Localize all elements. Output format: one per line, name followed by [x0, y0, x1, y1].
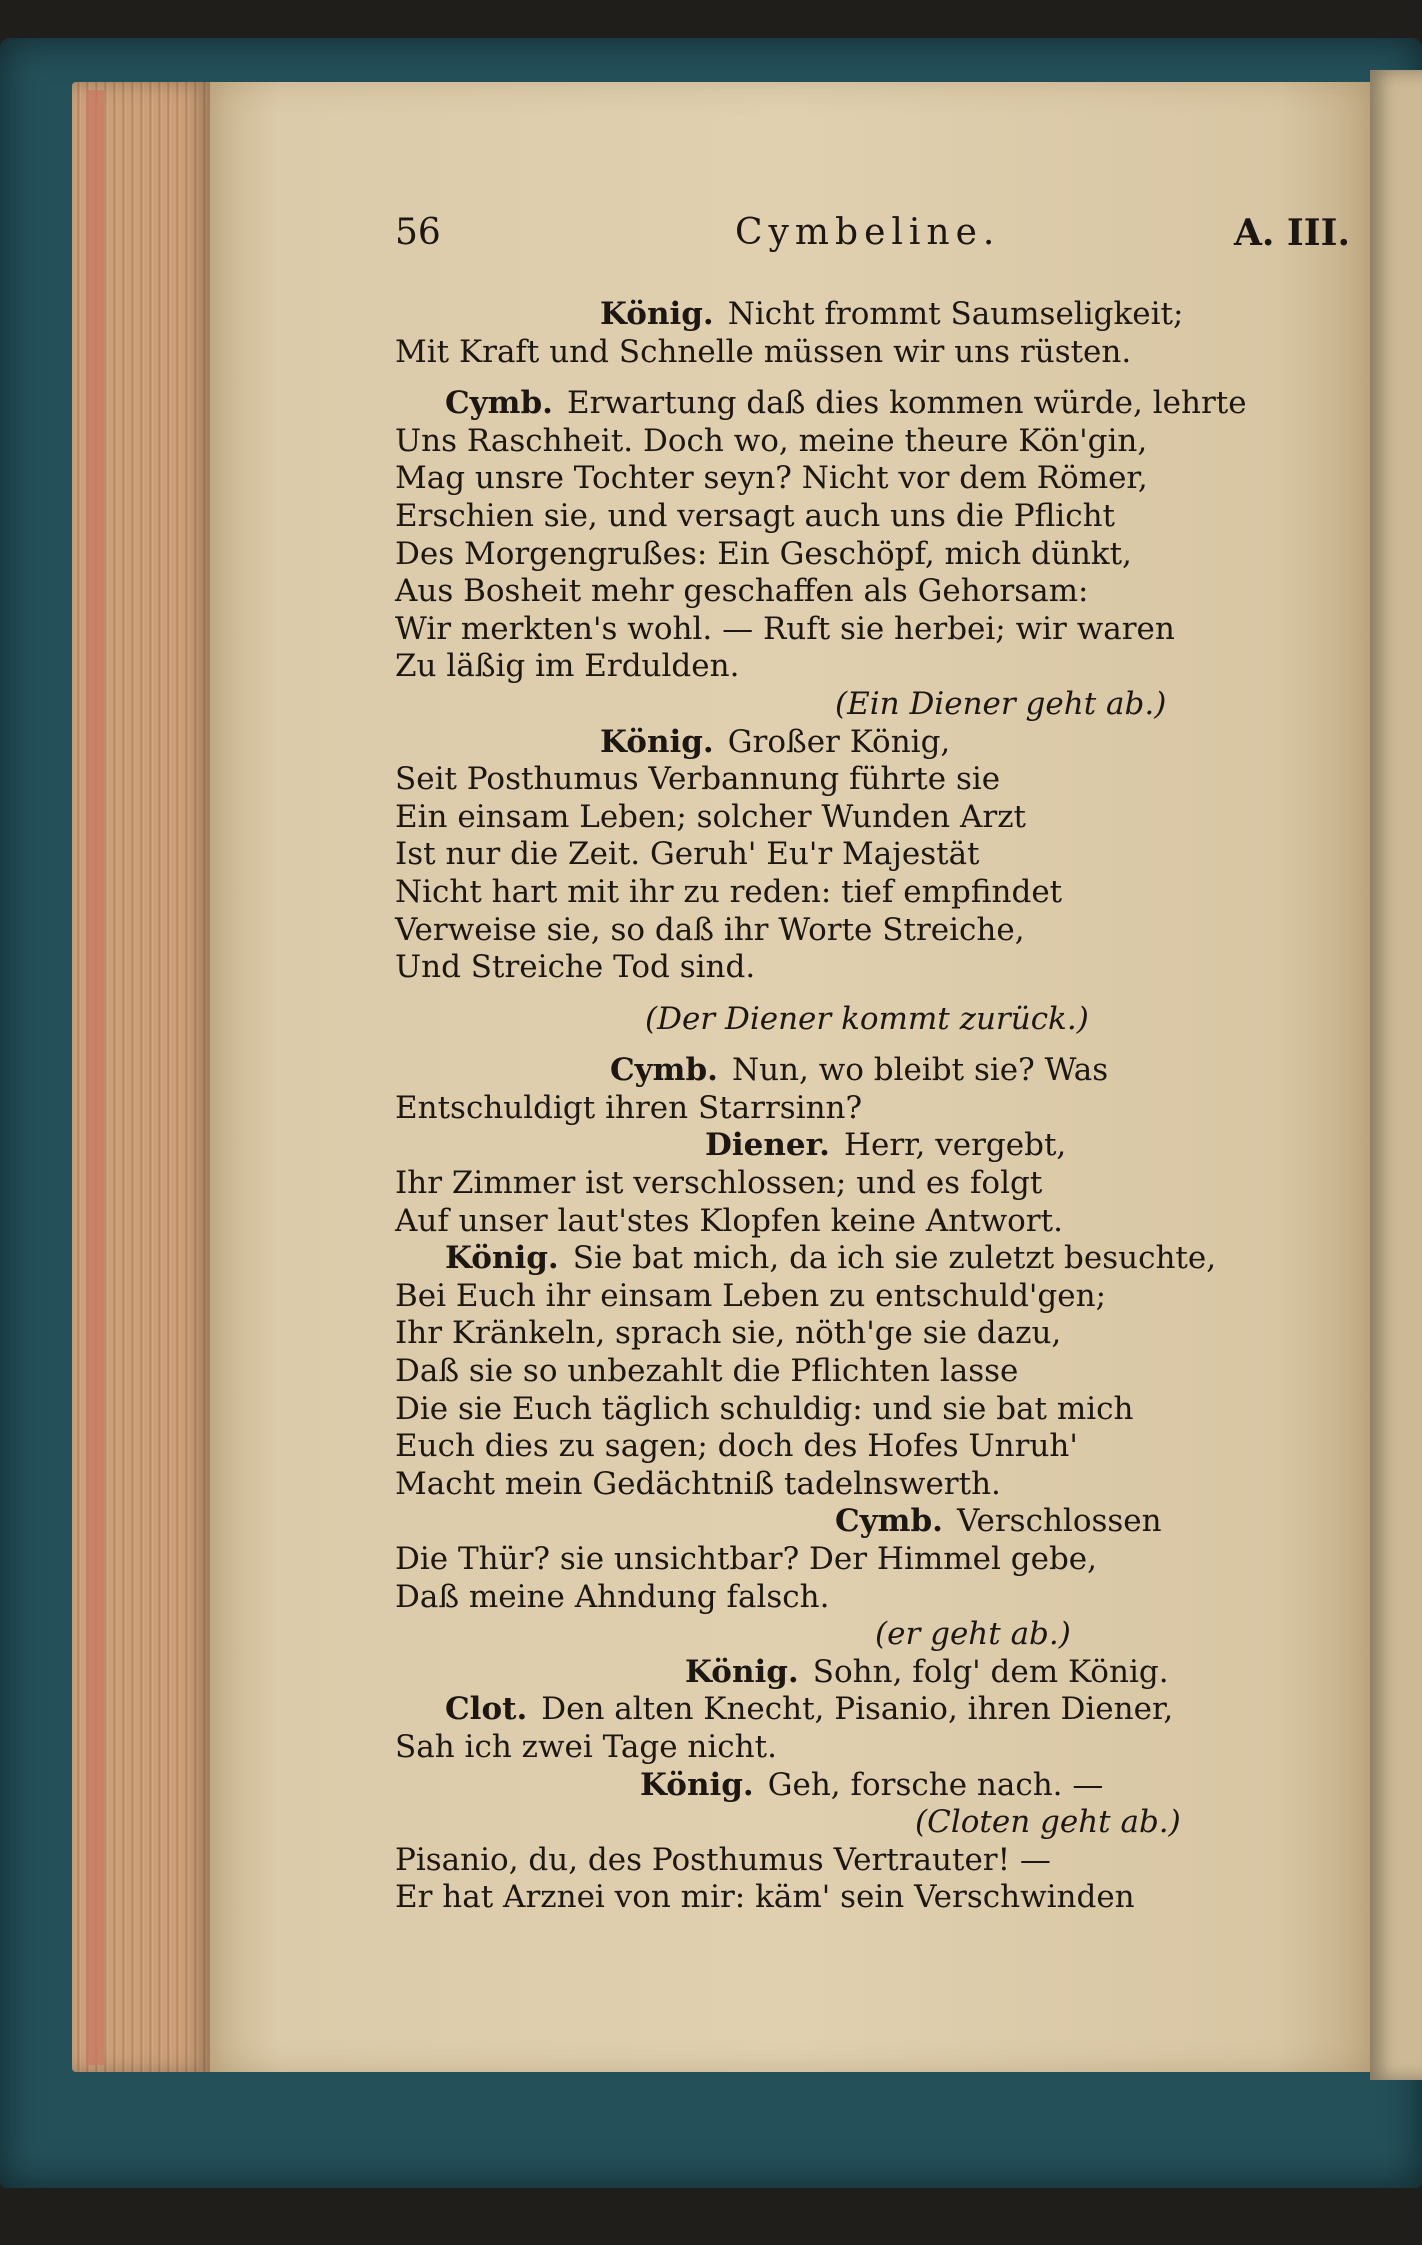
verse-line	[395, 1353, 1295, 1391]
speaker-name: König.	[600, 296, 714, 332]
verse-line	[395, 460, 1295, 498]
line-text: Die sie Euch täglich schuldig: und sie bat mich	[395, 1390, 1134, 1427]
verse-line	[395, 423, 1295, 461]
stage-direction	[395, 686, 1295, 724]
verse-line	[395, 1579, 1295, 1617]
line-text: Sie bat mich, da ich sie zuletzt besuchte,	[572, 1240, 1217, 1277]
verse-line	[395, 1278, 1295, 1316]
verse-line	[395, 1503, 1295, 1541]
verse-line	[395, 724, 1295, 762]
verse-line	[395, 1203, 1295, 1241]
line-text: Die Thür? sie unsichtbar? Der Himmel gebe,	[395, 1541, 1098, 1577]
speaker-name: König.	[600, 723, 714, 760]
line-text: Auf unser laut'stes Klopfen keine Antwort.	[395, 1202, 1063, 1239]
stage-direction	[395, 1001, 1295, 1039]
verse-line	[395, 1767, 1295, 1805]
page-header	[395, 212, 1350, 268]
line-text: Verschlossen	[956, 1503, 1162, 1540]
line-text: Pisanio, du, des Posthumus Vertrauter! —	[395, 1841, 1051, 1878]
verse-line	[395, 296, 1295, 334]
speaker-name: Cymb.	[445, 385, 553, 422]
line-text: Geh, forsche nach. —	[767, 1766, 1104, 1803]
line-text: Aus Bosheit mehr geschaffen als Gehorsam:	[395, 573, 1089, 610]
line-text: Zu läßig im Erdulden.	[395, 648, 740, 685]
line-text: Herr, vergebt,	[843, 1127, 1067, 1164]
speaker-name: König.	[685, 1653, 799, 1690]
line-text: Ein einsam Leben; solcher Wunden Arzt	[395, 798, 1026, 835]
verse-line	[395, 1428, 1295, 1466]
speaker-name: Diener.	[705, 1127, 830, 1164]
verse-line	[395, 761, 1295, 799]
verse-line	[395, 1090, 1295, 1128]
red-page-edge	[86, 90, 104, 2065]
line-text: (Der Diener kommt zurück.)	[645, 1000, 1089, 1037]
verse-line	[395, 1466, 1295, 1504]
line-text: Den alten Knecht, Pisanio, ihren Diener,	[541, 1691, 1174, 1728]
verse-line	[395, 1654, 1295, 1692]
verse-line	[395, 912, 1295, 950]
line-text: Bei Euch ihr einsam Leben zu entschuld'gen;	[395, 1277, 1107, 1314]
text-lines	[395, 296, 1295, 1917]
speaker-name: Cymb.	[835, 1503, 943, 1540]
line-text: Er hat Arznei von mir: käm' sein Verschwinden	[395, 1879, 1135, 1916]
verse-line	[395, 1391, 1295, 1429]
verse-line	[395, 874, 1295, 912]
verse-line	[395, 1729, 1295, 1767]
verse-line	[395, 1052, 1295, 1090]
page-number: 56	[395, 212, 441, 253]
line-text: Daß sie so unbezahlt die Pflichten lasse	[395, 1353, 1019, 1390]
verse-line	[395, 498, 1295, 536]
line-text: Nicht hart mit ihr zu reden: tief empfindet	[395, 873, 1063, 910]
line-text: Macht mein Gedächtniß tadelnswerth.	[395, 1465, 1001, 1502]
speaker-name: König.	[445, 1240, 559, 1277]
line-text: Sohn, folg' dem König.	[812, 1653, 1169, 1690]
verse-line	[395, 385, 1295, 423]
line-text: Verweise sie, so daß ihr Worte Streiche,	[395, 911, 1025, 948]
next-page-edge	[1370, 70, 1422, 2080]
line-text: Nun, wo bleibt sie? Was	[731, 1052, 1109, 1089]
verse-line	[395, 648, 1295, 686]
speaker-name: Clot.	[445, 1691, 528, 1728]
line-text: Daß meine Ahndung falsch.	[395, 1578, 830, 1615]
line-text: Seit Posthumus Verbannung führte sie	[395, 761, 1001, 798]
line-text: Großer König,	[727, 723, 951, 760]
verse-line	[395, 334, 1295, 372]
line-text: (Ein Diener geht ab.)	[835, 685, 1167, 722]
verse-line	[395, 1165, 1295, 1203]
verse-line	[395, 836, 1295, 874]
verse-line	[395, 1315, 1295, 1353]
verse-line	[395, 949, 1295, 987]
line-text: Uns Raschheit. Doch wo, meine theure Kön'gin,	[395, 422, 1148, 459]
line-text: Mag unsre Tochter seyn? Nicht vor dem Römer,	[395, 460, 1148, 497]
speaker-name: Cymb.	[610, 1052, 718, 1089]
line-text: Wir merkten's wohl. — Ruft sie herbei; wir waren	[395, 610, 1175, 647]
verse-line	[395, 1879, 1295, 1917]
line-text: Ist nur die Zeit. Geruh' Eu'r Majestät	[395, 836, 980, 873]
page-text	[395, 212, 1350, 1917]
line-text: Entschuldigt ihren Starrsinn?	[395, 1089, 863, 1126]
verse-line	[395, 611, 1295, 649]
line-text: Ihr Zimmer ist verschlossen; und es folgt	[395, 1165, 1043, 1202]
verse-line	[395, 536, 1295, 574]
line-text: Mit Kraft und Schnelle müssen wir uns rüsten.	[395, 333, 1132, 370]
verse-line	[395, 799, 1295, 837]
speaker-name: König.	[640, 1766, 754, 1803]
line-text: Nicht frommt Saumseligkeit;	[727, 296, 1184, 332]
line-text: Des Morgengrußes: Ein Geschöpf, mich dünkt,	[395, 535, 1132, 572]
verse-line	[395, 573, 1295, 611]
stage-direction	[395, 1804, 1295, 1842]
verse-line	[395, 1240, 1295, 1278]
verse-line	[395, 1691, 1295, 1729]
stage-direction	[395, 1616, 1295, 1654]
line-text: (Cloten geht ab.)	[915, 1804, 1181, 1841]
line-text: Erschien sie, und versagt auch uns die Pflicht	[395, 497, 1116, 534]
verse-line	[395, 1842, 1295, 1880]
line-text: Sah ich zwei Tage nicht.	[395, 1728, 777, 1765]
line-text: Euch dies zu sagen; doch des Hofes Unruh'	[395, 1428, 1078, 1465]
verse-line	[395, 1541, 1295, 1579]
line-text: Erwartung daß dies kommen würde, lehrte	[566, 385, 1247, 422]
line-text: Und Streiche Tod sind.	[395, 949, 756, 986]
line-text: Ihr Kränkeln, sprach sie, nöth'ge sie dazu,	[395, 1315, 1062, 1352]
running-title: Cymbeline.	[735, 212, 1001, 253]
act-label: A. III.	[1233, 212, 1350, 254]
verse-line	[395, 1127, 1295, 1165]
line-text: (er geht ab.)	[875, 1616, 1071, 1653]
